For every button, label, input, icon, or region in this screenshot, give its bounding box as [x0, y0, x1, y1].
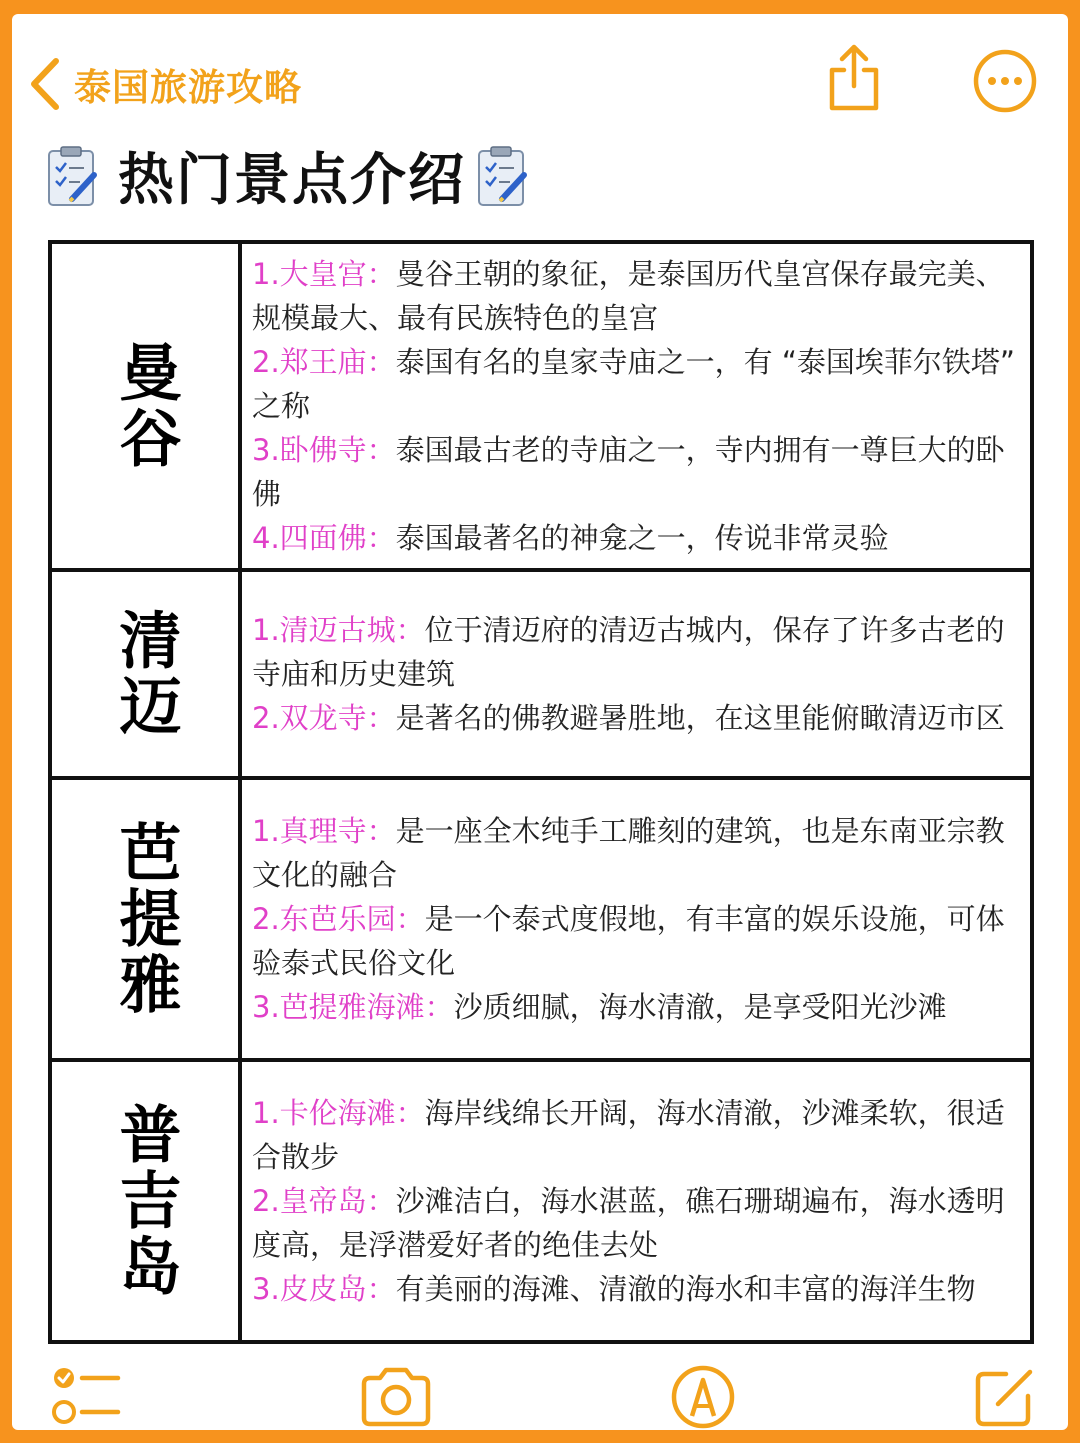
share-button[interactable]	[822, 42, 886, 114]
spot-name: 3.卧佛寺：	[252, 433, 396, 467]
bottom-toolbar	[12, 1364, 1068, 1430]
city-cell	[52, 780, 242, 1058]
spot-item	[252, 1267, 1020, 1311]
back-button[interactable]	[26, 54, 326, 114]
spot-desc: 沙滩洁白，海水湛蓝，礁石珊瑚遍布，海水透明度高，是浮潜爱好者的绝佳去处	[252, 1184, 1005, 1262]
city-cell	[52, 572, 242, 776]
spot-desc: 有美丽的海滩、清澈的海水和丰富的海洋生物	[395, 1272, 976, 1306]
spot-item	[252, 897, 1020, 985]
spot-item	[252, 1179, 1020, 1267]
spot-name: 3.芭提雅海滩：	[252, 990, 454, 1024]
spot-desc: 是一个泰式度假地，有丰富的娱乐设施，可体验泰式民俗文化	[252, 902, 1005, 980]
camera-button[interactable]	[358, 1364, 434, 1430]
spot-name: 4.四面佛：	[252, 521, 396, 555]
spot-name: 1.真理寺：	[252, 814, 396, 848]
spots-cell	[242, 572, 1030, 776]
city-name: 清迈	[109, 608, 182, 740]
spots-cell	[242, 244, 1030, 568]
city-cell	[52, 244, 242, 568]
spot-item	[252, 608, 1020, 696]
city-name: 曼谷	[109, 340, 182, 472]
more-icon	[972, 48, 1038, 114]
spot-name: 2.双龙寺：	[252, 701, 396, 735]
clipboard-icon	[476, 145, 528, 207]
spot-item	[252, 252, 1020, 340]
more-button[interactable]	[972, 48, 1038, 114]
spot-item	[252, 340, 1020, 428]
spots-cell	[242, 1062, 1030, 1340]
compose-button[interactable]	[972, 1364, 1038, 1430]
spot-desc: 是著名的佛教避暑胜地，在这里能俯瞰清迈市区	[395, 701, 1005, 735]
spot-name: 1.大皇宫：	[252, 257, 396, 291]
spot-desc: 泰国最著名的神龛之一，传说非常灵验	[395, 521, 889, 555]
table-row	[52, 1058, 1030, 1340]
spot-name: 2.皇帝岛：	[252, 1184, 396, 1218]
spot-name: 1.清迈古城：	[252, 613, 425, 647]
spot-item	[252, 1091, 1020, 1179]
spot-desc: 海岸线绵长开阔，海水清澈，沙滩柔软，很适合散步	[252, 1096, 1005, 1174]
spot-name: 2.郑王庙：	[252, 345, 396, 379]
spot-name: 3.皮皮岛：	[252, 1272, 396, 1306]
spot-desc: 泰国最古老的寺庙之一，寺内拥有一尊巨大的卧佛	[252, 433, 1005, 511]
spots-cell	[242, 780, 1030, 1058]
page-heading	[46, 136, 528, 216]
spot-desc: 是一座全木纯手工雕刻的建筑，也是东南亚宗教文化的融合	[252, 814, 1005, 892]
spot-name: 2.东芭乐园：	[252, 902, 425, 936]
spot-desc: 曼谷王朝的象征，是泰国历代皇宫保存最完美、规模最大、最有民族特色的皇宫	[252, 257, 1005, 335]
spot-item	[252, 985, 1020, 1029]
camera-icon	[358, 1364, 434, 1430]
chevron-left-icon	[26, 57, 62, 111]
spot-item	[252, 696, 1020, 740]
page-title: 热门景点介绍	[118, 148, 466, 213]
city-cell	[52, 1062, 242, 1340]
checklist-button[interactable]	[50, 1364, 122, 1430]
top-bar	[12, 14, 1068, 134]
attractions-table	[48, 240, 1034, 1344]
checklist-icon	[50, 1364, 122, 1430]
spot-desc: 位于清迈府的清迈古城内，保存了许多古老的寺庙和历史建筑	[252, 613, 1005, 691]
spot-desc: 泰国有名的皇家寺庙之一，有 “泰国埃菲尔铁塔” 之称	[252, 345, 1015, 423]
clipboard-icon	[46, 145, 98, 207]
spot-item	[252, 809, 1020, 897]
notes-page	[12, 14, 1068, 1430]
city-name: 芭提雅	[109, 820, 182, 1018]
table-row	[52, 244, 1030, 568]
spot-item	[252, 428, 1020, 516]
city-name: 普吉岛	[109, 1102, 182, 1300]
markup-icon	[670, 1364, 736, 1430]
spot-item	[252, 516, 1020, 560]
spot-desc: 沙质细腻，海水清澈，是享受阳光沙滩	[453, 990, 947, 1024]
compose-icon	[972, 1364, 1038, 1430]
back-label: 泰国旅游攻略	[74, 66, 302, 109]
markup-button[interactable]	[670, 1364, 736, 1430]
table-row	[52, 776, 1030, 1058]
share-icon	[822, 42, 886, 114]
spot-name: 1.卡伦海滩：	[252, 1096, 425, 1130]
table-row	[52, 568, 1030, 776]
